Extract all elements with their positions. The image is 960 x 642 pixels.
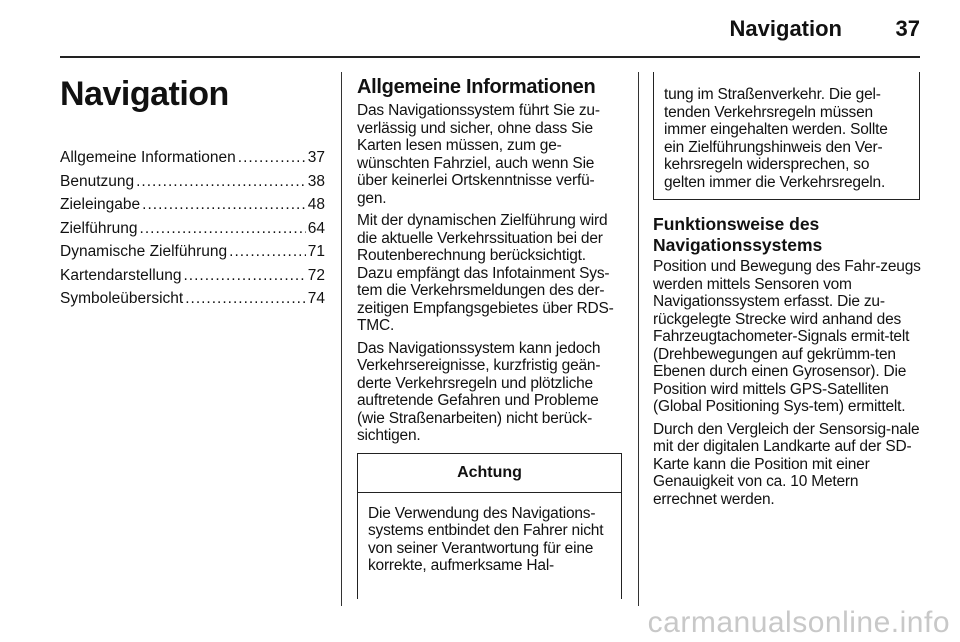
right-column	[653, 56, 921, 513]
paragraph: Das Navigationssystem kann jedoch Verkehrsereignisse, kurzfristig geän-derte Verkehrsregeln und plötzliche auftretende Gefahren und Probleme (wie Straßenarbeiten) nicht berück-sichtigen.	[357, 339, 601, 444]
toc-leader	[229, 240, 306, 264]
toc-page: 74	[307, 290, 325, 307]
paragraph: Durch den Vergleich der Sensorsig-nale mit der digitalen Landkarte auf der SD-Karte kann die Position mit einer Genauigkeit von ca. 10 Metern errechnet werden.	[653, 420, 920, 508]
paragraph: Mit der dynamischen Zielführung wird die aktuelle Verkehrssituation bei der Routenberechnung berücksichtigt. Dazu empfängt das Infotainment Sys-tem die Verkehrsmeldungen des der-zeitigen Empfangsgebietes über RDS-TMC.	[357, 212, 614, 334]
subsection-title: Funktionsweise des Navigationssystems	[653, 214, 823, 255]
toc-page: 48	[307, 196, 325, 213]
toc-entry[interactable]	[60, 146, 325, 170]
table-of-contents	[60, 146, 325, 311]
watermark: carmanualsonline.info	[647, 606, 950, 639]
toc-label: Allgemeine Informationen	[60, 149, 236, 166]
toc-leader	[184, 264, 306, 288]
warning-heading: Achtung	[358, 454, 621, 493]
toc-label: Kartendarstellung	[60, 266, 182, 284]
paragraph: Das Navigationssystem führt Sie zu-verlässig und sicher, ohne dass Sie Karten lesen müssen, zum ge-wünschten Fahrziel, auch wenn Sie über keinerlei Ortskenntnisse verfü-gen.	[357, 102, 600, 207]
toc-entry[interactable]	[60, 170, 325, 194]
paragraph: Position und Bewegung des Fahr-zeugs werden mittels Sensoren vom Navigationssystem erfasst. Die zu-rückgelegte Strecke wird anhand des Fahrzeugtachometer-Signals ermit-telt (Drehbewegungen auf gekrümm-ten Ebenen durch einen Gyrosensor). Die Position wird mittels GPS-Satelliten (Global Positioning Sys-tem) ermittelt.	[653, 258, 921, 415]
left-column	[60, 56, 325, 311]
toc-leader	[142, 193, 306, 217]
warning-text: Die Verwendung des Navigations-systems entbindet den Fahrer nicht von seiner Verantwortung für eine korrekte, aufmerksame Hal-	[368, 504, 604, 574]
toc-entry[interactable]	[60, 217, 325, 241]
toc-leader	[140, 217, 306, 241]
running-title: Navigation	[729, 16, 842, 41]
middle-column	[357, 56, 622, 599]
column-divider	[341, 72, 342, 606]
toc-page: 38	[307, 172, 325, 190]
toc-entry[interactable]	[60, 264, 325, 288]
chapter-title: Navigation	[60, 75, 229, 113]
toc-entry[interactable]	[60, 240, 325, 264]
toc-label: Zieleingabe	[60, 196, 141, 213]
toc-leader	[238, 146, 306, 170]
warning-box	[357, 453, 622, 599]
toc-label: Dynamische Zielführung	[60, 243, 228, 260]
toc-leader	[185, 287, 306, 311]
toc-label: Zielführung	[60, 219, 138, 237]
toc-label: Symboleübersicht	[60, 290, 184, 307]
page-number: 37	[895, 16, 920, 41]
warning-text: tung im Straßenverkehr. Die gel-tenden Verkehrsregeln müssen immer eingehalten werden. Sollte ein Zielführungshinweis den Ver-kehrsregeln widersprechen, so gelten immer die Verkehrsregeln.	[664, 86, 888, 191]
toc-entry[interactable]	[60, 287, 325, 311]
toc-page: 64	[307, 219, 325, 237]
toc-label: Benutzung	[60, 172, 135, 190]
toc-page: 37	[307, 149, 325, 166]
toc-page: 71	[307, 243, 325, 260]
toc-leader	[136, 170, 306, 194]
column-divider	[638, 72, 639, 606]
page-header	[60, 0, 920, 58]
toc-entry[interactable]	[60, 193, 325, 217]
warning-box-continued	[653, 72, 920, 200]
toc-page: 72	[307, 266, 325, 284]
section-title: Allgemeine Informationen	[357, 76, 596, 98]
